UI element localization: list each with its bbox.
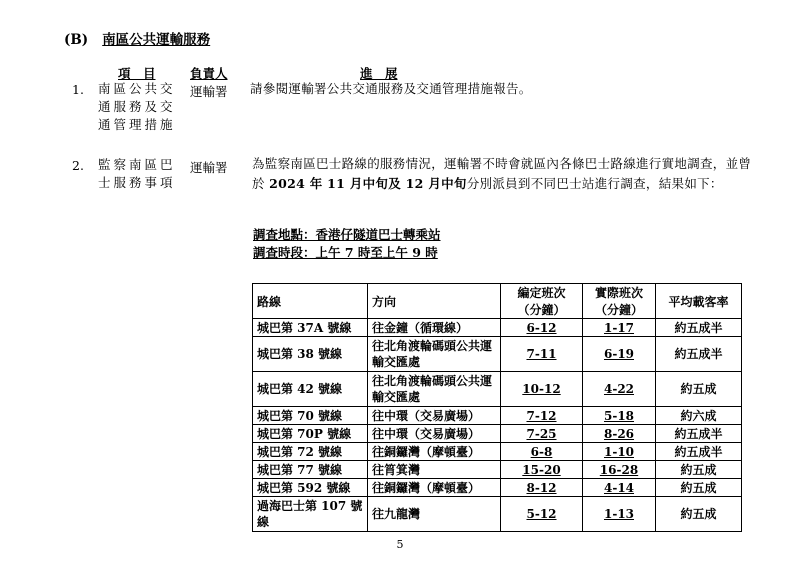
- cell-load: 約五成: [656, 372, 742, 407]
- col-scheduled-line2: （分鐘）: [517, 303, 566, 317]
- cell-route: 城巴第 42 號線: [253, 372, 368, 407]
- cell-scheduled: 7-11: [501, 337, 583, 372]
- cell-scheduled: 7-12: [501, 407, 583, 425]
- cell-direction: 往北角渡輪碼頭公共運輸交匯處: [368, 337, 501, 372]
- cell-load: 約五成: [656, 479, 742, 497]
- table-header-row: [253, 284, 742, 319]
- cell-actual: 5-18: [583, 407, 656, 425]
- item-progress: [252, 154, 754, 194]
- cell-route: 城巴第 70P 號線: [253, 425, 368, 443]
- table-row: [253, 425, 742, 443]
- cell-actual: 1-10: [583, 443, 656, 461]
- bus-survey-table: [252, 283, 742, 532]
- section-title: 南區公共運輸服務: [102, 32, 211, 48]
- col-actual-line2: （分鐘）: [594, 303, 643, 317]
- header-progress: 進 展: [360, 66, 398, 81]
- cell-scheduled: 6-12: [501, 319, 583, 337]
- cell-direction: 往中環（交易廣場）: [368, 407, 501, 425]
- table-row: [253, 372, 742, 407]
- cell-load: 約五成半: [656, 425, 742, 443]
- table-row: [253, 407, 742, 425]
- cell-route: 城巴第 70 號線: [253, 407, 368, 425]
- cell-load: 約五成: [656, 461, 742, 479]
- cell-direction: 往中環（交易廣場）: [368, 425, 501, 443]
- page-number: 5: [396, 538, 404, 551]
- col-scheduled-line1: 編定班次: [517, 286, 566, 300]
- item-responsible: 運輸署: [190, 160, 228, 175]
- table-row: [253, 497, 742, 532]
- cell-actual: 4-22: [583, 372, 656, 407]
- cell-route: 過海巴士第 107 號線: [253, 497, 368, 532]
- cell-actual: 4-14: [583, 479, 656, 497]
- col-route: 路線: [253, 284, 368, 319]
- progress-text-end: 分別派員到不同巴士站進行調查，結果如下：: [466, 176, 723, 191]
- cell-actual: 8-26: [583, 425, 656, 443]
- cell-route: 城巴第 37A 號線: [253, 319, 368, 337]
- cell-scheduled: 8-12: [501, 479, 583, 497]
- cell-route: 城巴第 72 號線: [253, 443, 368, 461]
- cell-route: 城巴第 592 號線: [253, 479, 368, 497]
- table-row: [253, 443, 742, 461]
- cell-actual: 6-19: [583, 337, 656, 372]
- item-title: 南區公共交通服務及交通管理措施: [98, 81, 176, 132]
- col-actual: [583, 284, 656, 319]
- col-direction: 方向: [368, 284, 501, 319]
- progress-text: 為監察南區巴士路線的服務情況，運輸署不時會就區內各條巴士路線進行實地調查，並曾於: [252, 156, 752, 191]
- header-item: 項 目: [118, 66, 156, 81]
- item-progress: 請參閱運輸署公共交通服務及交通管理措施報告。: [250, 81, 532, 96]
- cell-scheduled: 7-25: [501, 425, 583, 443]
- cell-route: 城巴第 77 號線: [253, 461, 368, 479]
- cell-scheduled: 10-12: [501, 372, 583, 407]
- cell-actual: 16-28: [583, 461, 656, 479]
- cell-scheduled: 5-12: [501, 497, 583, 532]
- table-row: [253, 319, 742, 337]
- cell-actual: 1-17: [583, 319, 656, 337]
- cell-actual: 1-13: [583, 497, 656, 532]
- cell-scheduled: 15-20: [501, 461, 583, 479]
- cell-direction: 往筲箕灣: [368, 461, 501, 479]
- item-number: 1.: [72, 82, 84, 97]
- cell-route: 城巴第 38 號線: [253, 337, 368, 372]
- table-row: [253, 479, 742, 497]
- cell-direction: 往北角渡輪碼頭公共運輸交匯處: [368, 372, 501, 407]
- section-heading: [64, 28, 210, 48]
- header-responsible: 負責人: [190, 66, 228, 81]
- item-title: 監察南區巴士服務事項: [98, 157, 176, 190]
- cell-direction: 往銅鑼灣（摩頓臺）: [368, 479, 501, 497]
- survey-period: 調查時段：上午 7 時至上午 9 時: [253, 245, 438, 260]
- cell-load: 約五成半: [656, 337, 742, 372]
- col-scheduled: [501, 284, 583, 319]
- section-label: (B): [64, 32, 89, 48]
- cell-load: 約五成半: [656, 443, 742, 461]
- progress-dates: 2024 年 11 月中旬及 12 月中旬: [269, 176, 467, 191]
- table-row: [253, 461, 742, 479]
- cell-load: 約五成半: [656, 319, 742, 337]
- col-load: 平均載客率: [656, 284, 742, 319]
- cell-direction: 往金鐘（循環線）: [368, 319, 501, 337]
- table-row: [253, 337, 742, 372]
- item-number: 2.: [72, 158, 84, 173]
- cell-direction: 往九龍灣: [368, 497, 501, 532]
- survey-location: 調查地點：香港仔隧道巴士轉乘站: [253, 227, 441, 242]
- cell-scheduled: 6-8: [501, 443, 583, 461]
- item-responsible: 運輸署: [190, 84, 228, 99]
- cell-load: 約五成: [656, 497, 742, 532]
- cell-direction: 往銅鑼灣（摩頓臺）: [368, 443, 501, 461]
- cell-load: 約六成: [656, 407, 742, 425]
- col-actual-line1: 實際班次: [594, 286, 643, 300]
